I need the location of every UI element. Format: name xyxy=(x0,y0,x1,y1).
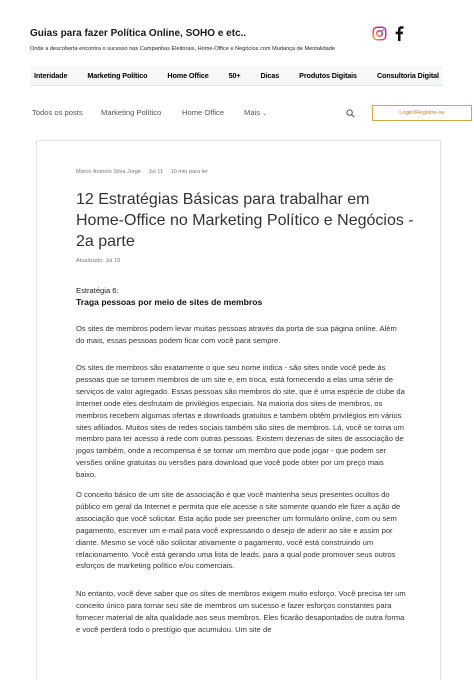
nav-item-marketing-politico[interactable]: Marketing Político xyxy=(87,71,148,80)
facebook-icon[interactable] xyxy=(393,26,405,41)
post-paragraph: O conceito básico de um site de associação é que você mantenha seus presentes ocultos do público em geral da Internet e permita que ele acesse o site somente quando ele fizer a ação de associação que você solicitar. Esta ação pode ser preencher um formulário online, com ou sem pagamento, escrever um e-mail para você expressando o desejo de aderir ao site e assim por diante. Mesmo se você não solicitar ativamente o pagamento, você está construindo um relacionamento. Você está gerando uma lista de leads, para a qual pode promover seus outros esforços de marketing político e/ou comerciais. xyxy=(76,490,401,571)
post-author[interactable]: Marco Antonio Silva Jorge xyxy=(76,169,141,175)
section-heading: Traga pessoas por meio de sites de membros xyxy=(76,297,263,307)
nav-item-interidade[interactable]: Interidade xyxy=(34,71,68,80)
chevron-down-icon: ⌄ xyxy=(262,111,268,117)
nav-item-dicas[interactable]: Dicas xyxy=(260,71,280,80)
blog-tab-more[interactable] xyxy=(244,108,267,117)
nav-item-produtos-digitais[interactable]: Produtos Digitais xyxy=(299,71,357,80)
post-paragraph: Os sites de membros são exatamente o que seu nome indica - são sites onde você pede às pessoas que se tornem membros de um site e, em troca, está fornecendo a elas uma série de serviços de valor agregado. Essas pessoas são membros do site, que é uma espécie de clube da Internet onde eles desfrutam de privilégios especiais. Na maioria dos sites de membros, os membros recebem algumas ofertas e downloads gratuitos e também obtêm privilégios em vários sites afiliados. Muitos sites de redes sociais também são sites de membros. Lá, você se torna um membro para ter acesso à rede com outras pessoas. Existem dezenas de sites de associação de jogos também, onde a recompensa é se tornar um membro que pode jogar - que podem ser versões online gratuitas ou versões para download que você pode obter por um preço mais baixo. xyxy=(76,363,405,480)
main-nav xyxy=(30,66,443,86)
post-updated: Atualizado: Jul 19 xyxy=(76,258,121,264)
site-title[interactable]: Guias para fazer Política Online, SOHO e etc.. xyxy=(30,28,247,39)
blog-nav xyxy=(32,105,444,123)
blog-tab-more-label: Mais xyxy=(244,108,261,117)
nav-item-consultoria-digital[interactable]: Consultoria Digital xyxy=(376,71,439,80)
post-title: 12 Estratégias Básicas para trabalhar em Home-Office no Marketing Político e Negócios - 2a parte xyxy=(76,191,414,250)
nav-item-home-office[interactable]: Home Office xyxy=(167,71,209,80)
blog-tab-marketing-politico[interactable]: Marketing Político xyxy=(101,108,162,117)
section-label: Estratégia 6: xyxy=(76,286,119,295)
blog-tab-all-posts[interactable]: Todos os posts xyxy=(32,108,83,117)
instagram-icon[interactable] xyxy=(372,26,387,41)
post-paragraph: No entanto, você deve saber que os sites de membros exigem muito esforço. Você precisa ter um conceito único para tornar seu site de membros um sucesso e fazer esforços constantes para fornecer material de alta qualidade aos seus membros. Eles ficarão desapontados de outra forma e você perderá todo o prestígio que acumulou. Um site de xyxy=(76,589,406,634)
post-paragraph: Os sites de membros podem levar muitas pessoas através da porta de sua página online. Além do mais, essas pessoas podem ficar com você para sempre. xyxy=(76,324,397,345)
nav-item-50-plus[interactable]: 50+ xyxy=(228,71,241,80)
site-subtitle: Onde a descoberta encontra o sucesso nas Campanhas Eleitorais, Home-Office e Negócios com Mudança de Mentalidade xyxy=(30,46,335,52)
post-read-time: 10 min para ler xyxy=(170,169,208,175)
blog-tab-home-office[interactable]: Home Office xyxy=(182,108,225,117)
login-button[interactable]: Login/Registre-se xyxy=(372,105,472,121)
post-meta xyxy=(76,169,214,175)
post-date: Jul 11 xyxy=(148,169,164,175)
social-links xyxy=(372,26,405,41)
search-icon[interactable] xyxy=(346,109,355,120)
